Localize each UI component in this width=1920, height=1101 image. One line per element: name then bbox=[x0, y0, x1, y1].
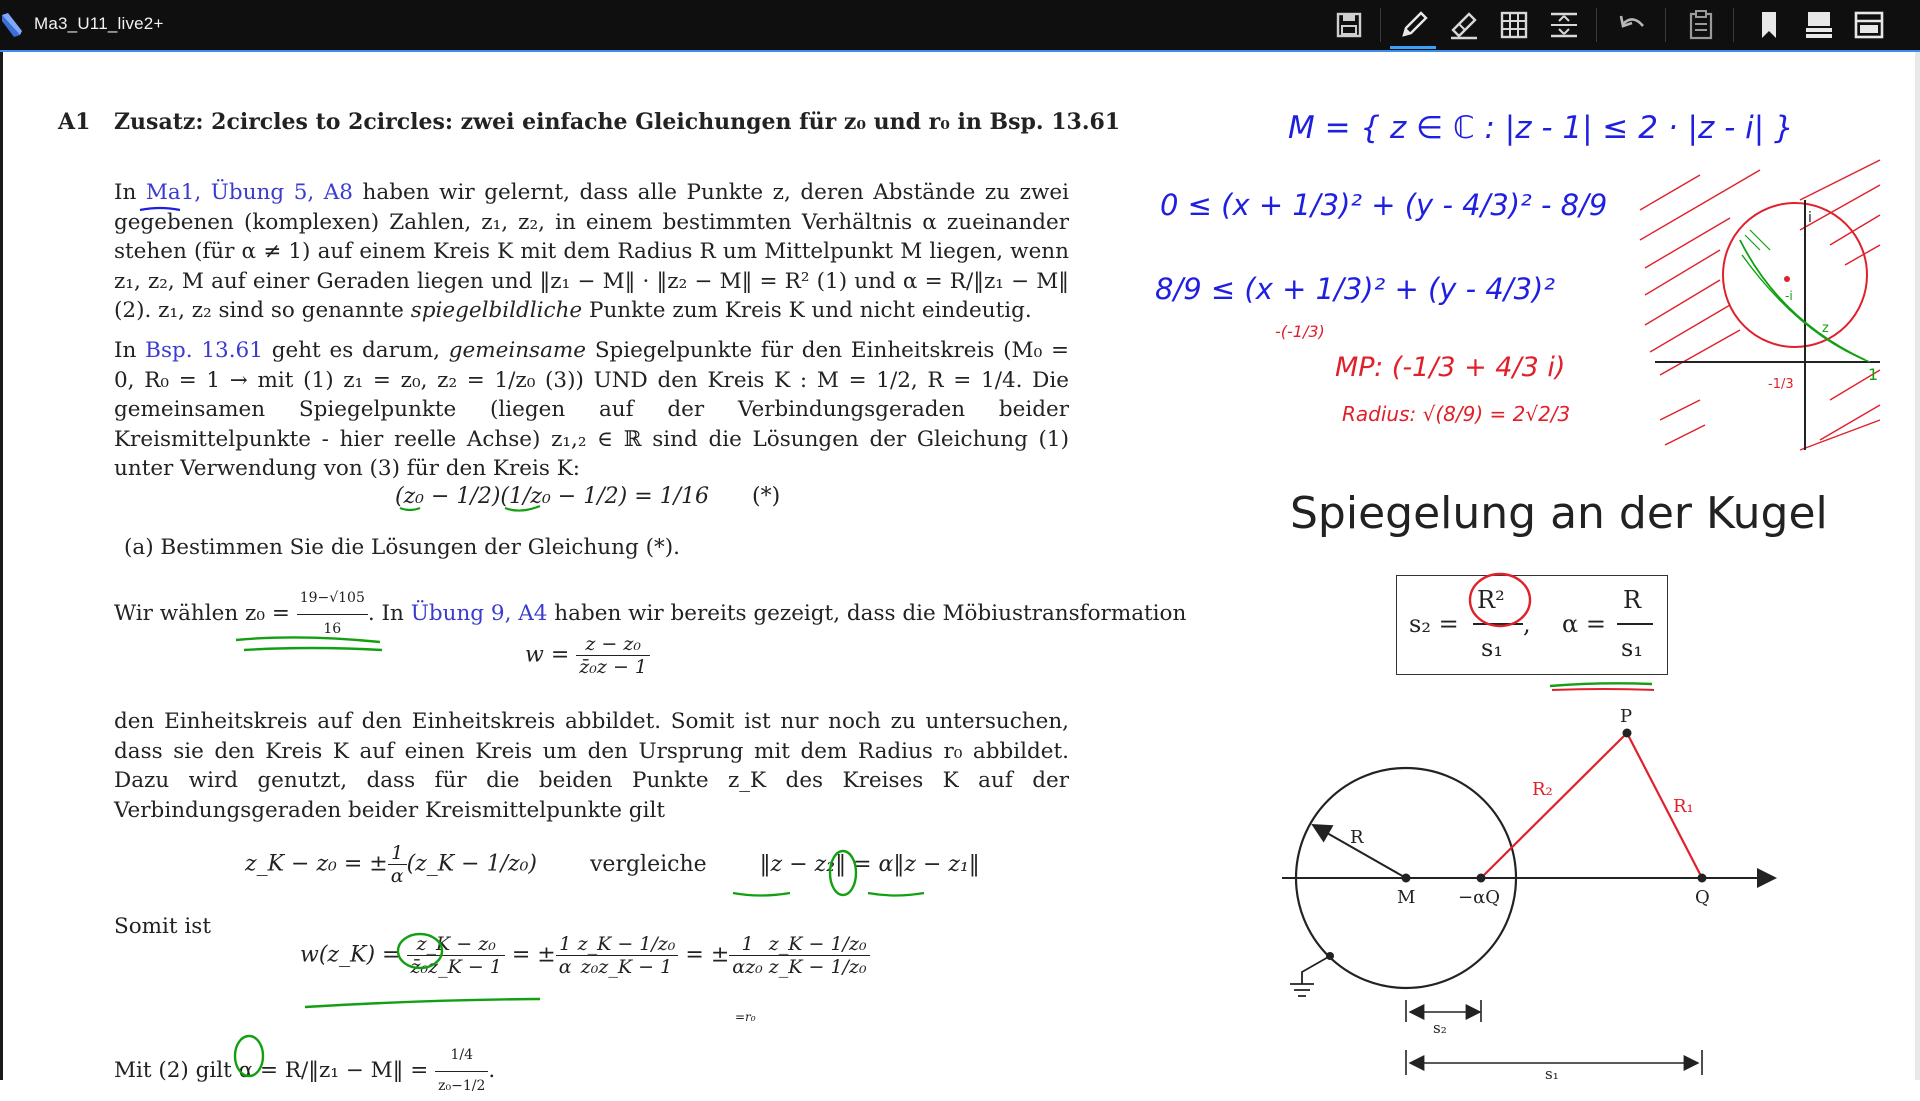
sketch-label-1: 1 bbox=[1868, 365, 1878, 384]
formula-alpha: α = bbox=[1562, 610, 1606, 638]
frac-denominator: z̄₀z_K − 1 bbox=[407, 956, 504, 978]
ink-circle bbox=[235, 1036, 263, 1076]
frac-numerator: z_K − 1/z₀ bbox=[575, 933, 679, 956]
frac-denominator: α bbox=[388, 865, 407, 887]
equation-tag: (*) bbox=[752, 484, 780, 509]
sketch-label-mi: -i bbox=[1785, 289, 1793, 303]
text-emphasis: gemeinsame bbox=[449, 338, 586, 363]
ink-circle bbox=[1470, 574, 1530, 626]
frac-denominator: z₀z_K − 1 bbox=[575, 956, 679, 978]
text-emphasis: spiegelbildliche bbox=[411, 298, 582, 323]
ink-underline bbox=[400, 508, 420, 510]
text: Punkte zum Kreis K und nicht eindeutig. bbox=[582, 298, 1032, 323]
text: geht es darum, bbox=[263, 338, 449, 363]
paragraph-4: den Einheitskreis auf den Einheitskreis abbildet. Somit ist nur noch zu untersuchen, dass sie den Kreis K auf einen Kreis um den Ursprung mit dem Radius r₀ abbildet. Dazu wird genutzt, dass für die beiden Punkte z_K des Kreises K auf der Verbindungsgeraden beider Kreismittelpunkte gilt bbox=[114, 707, 1069, 825]
link-ma1-uebung5[interactable]: Ma1, Übung 5, A8 bbox=[146, 180, 353, 205]
exercise-title: Zusatz: 2circles to 2circles: zwei einfache Gleichungen für z₀ und r₀ in Bsp. 13.61 bbox=[114, 109, 1120, 135]
equation-text: vergleiche bbox=[590, 852, 707, 877]
formula-R: R bbox=[1623, 586, 1641, 614]
frac-numerator: 19−√105 bbox=[297, 584, 368, 615]
text: Mit (2) gilt α = R/‖z₁ − M‖ = bbox=[114, 1058, 435, 1083]
label-s1: s₁ bbox=[1545, 1065, 1559, 1080]
ink-underline bbox=[140, 208, 180, 210]
equation-text: w = bbox=[525, 643, 569, 668]
label-R: R bbox=[1350, 827, 1364, 848]
link-uebung9-a4[interactable]: Übung 9, A4 bbox=[411, 601, 548, 626]
handwritten-radius: Radius: √(8/9) = 2√2/3 bbox=[1342, 402, 1570, 426]
label-Q: Q bbox=[1695, 887, 1710, 908]
ink-underline bbox=[1550, 683, 1652, 686]
text: In bbox=[114, 338, 145, 363]
frac-numerator: 1 bbox=[729, 933, 765, 956]
underbrace-label: =r₀ bbox=[735, 1010, 756, 1024]
sketch-label-third: -1/3 bbox=[1768, 377, 1794, 392]
ink-underline bbox=[1552, 689, 1654, 690]
document-title: Ma3_U11_live2+ bbox=[34, 14, 164, 34]
text: Wir wählen z₀ = bbox=[114, 601, 297, 626]
handwritten-inequality-2: 8/9 ≤ (x + 1/3)² + (y - 4/3)² bbox=[1155, 272, 1555, 306]
ink-circle bbox=[398, 934, 442, 968]
formula-s1b: s₁ bbox=[1621, 634, 1643, 662]
frac-numerator: 1 bbox=[556, 933, 575, 956]
sketch-label-z: z bbox=[1822, 321, 1829, 336]
equation-text: ‖z − z₂‖ = α‖z − z₁‖ bbox=[760, 852, 980, 877]
frac-numerator: z_K − 1/z₀ bbox=[766, 933, 870, 956]
label-aQ: −αQ bbox=[1458, 887, 1500, 908]
equation-text: w(z_K) = bbox=[300, 943, 400, 968]
frac-denominator: α bbox=[556, 956, 575, 978]
ink-underline bbox=[868, 893, 924, 896]
frac-denominator: αz₀ bbox=[729, 956, 765, 978]
handwritten-set-definition: M = { z ∈ ℂ : |z - 1| ≤ 2 · |z - i| } bbox=[1288, 110, 1794, 146]
label-M: M bbox=[1397, 887, 1415, 908]
text: . bbox=[488, 1058, 495, 1083]
link-bsp-13-61[interactable]: Bsp. 13.61 bbox=[145, 338, 263, 363]
frac-numerator: z − z₀ bbox=[576, 633, 650, 656]
label-s2: s₂ bbox=[1433, 1019, 1447, 1037]
handwritten-inequality-1: 0 ≤ (x + 1/3)² + (y - 4/3)² - 8/9 bbox=[1160, 188, 1607, 222]
text: . In bbox=[368, 601, 411, 626]
somit-text: Somit ist bbox=[114, 912, 1069, 942]
text: haben wir bereits gezeigt, dass die Möbiustransformation bbox=[547, 601, 1186, 626]
equation-text: (z₀ − 1/2)(1/z₀ − 1/2) = 1/16 bbox=[395, 484, 709, 509]
ink-underline bbox=[305, 999, 540, 1007]
ink-underline bbox=[244, 648, 382, 650]
slide-title: Spiegelung an der Kugel bbox=[1290, 488, 1828, 539]
ink-underline bbox=[733, 893, 790, 896]
exercise-number: A1 bbox=[58, 109, 114, 135]
frac-numerator: 1 bbox=[388, 842, 407, 865]
frac-numerator: 1/4 bbox=[435, 1041, 488, 1072]
ink-underline bbox=[236, 637, 380, 642]
handwritten-note-small: -(-1/3) bbox=[1275, 322, 1325, 341]
label-R2: R₂ bbox=[1532, 779, 1553, 800]
equation-text: (z_K − 1/z₀) bbox=[407, 852, 537, 877]
sketch-label-i: i bbox=[1808, 210, 1812, 226]
part-a: (a) Bestimmen Sie die Lösungen der Gleichung (*). bbox=[124, 533, 1079, 563]
text: haben wir gelernt, dass alle Punkte z, deren Abstände zu zwei gegebenen (komplexen) Zahlen, z₁, z₂, in einem bestimmten Verhältnis α zueinander stehen (für α ≠ 1) auf einem Kreis K mit dem Radius R um Mittelpunkt M liegen, wenn z₁, z₂, M auf einer Geraden liegen und ‖z₁ − M‖ · ‖z₂ − M‖ = R² (1) und α = R/‖z₁ − M‖ (2). z₁, z₂ sind so genannte bbox=[114, 180, 1069, 323]
ink-circle bbox=[830, 851, 856, 895]
equation-text: = ± bbox=[512, 943, 556, 968]
text: In bbox=[114, 180, 146, 205]
label-R1: R₁ bbox=[1673, 796, 1694, 817]
formula-comma: , bbox=[1523, 610, 1531, 638]
frac-denominator: z_K − 1/z₀ bbox=[766, 956, 870, 978]
frac-numerator: z_K − z₀ bbox=[407, 933, 504, 956]
text: Spiegelpunkte für den Einheitskreis (M₀ = 0, R₀ = 1 → mit (1) z₁ = z₀, z₂ = 1/z₀ (3)) UND den Kreis K : M = 1/2, R = 1/4. Die gemeinsamen Spiegelpunkte (liegen auf der Verbindungsgeraden beider Kreismittelpunkte - hier reelle Achse) z₁,₂ ∈ ℝ sind die Lösungen der Gleichung (1) unter Verwendung von (3) für den Kreis K: bbox=[114, 338, 1069, 481]
formula-s2: s₂ = bbox=[1409, 610, 1459, 638]
frac-denominator: z̄₀z − 1 bbox=[576, 656, 650, 678]
equation-text: z_K − z₀ = ± bbox=[245, 852, 388, 877]
frac-denominator: 16 bbox=[297, 615, 368, 645]
formula-R2: R² bbox=[1477, 586, 1505, 614]
ink-underline bbox=[505, 506, 540, 511]
label-P: P bbox=[1620, 706, 1632, 727]
handwritten-midpoint: MP: (-1/3 + 4/3 i) bbox=[1335, 352, 1565, 383]
frac-denominator: z₀−1/2 bbox=[435, 1072, 488, 1101]
formula-s1: s₁ bbox=[1481, 634, 1503, 662]
equation-text: = ± bbox=[685, 943, 729, 968]
